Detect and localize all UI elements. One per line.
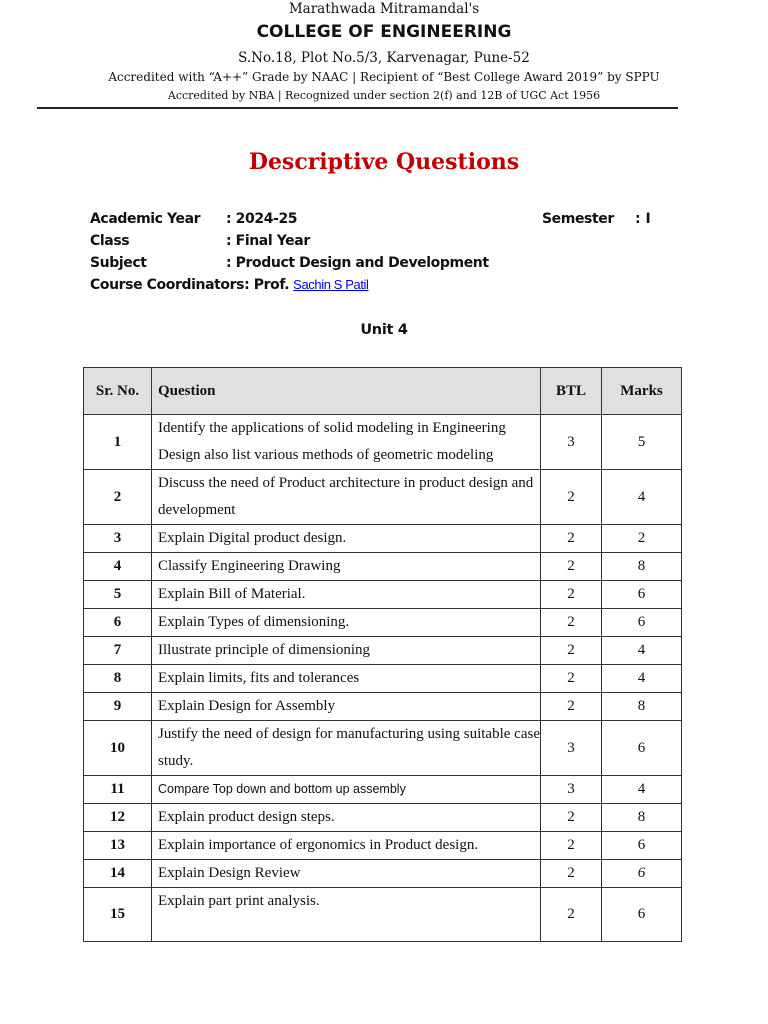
row-btl: 2 <box>541 637 602 665</box>
row-btl: 3 <box>541 415 602 470</box>
table-row <box>84 637 682 665</box>
row-sr-no: 8 <box>84 665 152 693</box>
row-btl: 2 <box>541 888 602 942</box>
row-sr-no: 15 <box>84 888 152 942</box>
row-marks: 2 <box>602 525 682 553</box>
row-marks: 5 <box>602 415 682 470</box>
subject-label: Subject <box>90 255 147 271</box>
row-question: Explain Design Review <box>152 860 541 888</box>
row-marks: 6 <box>602 888 682 942</box>
academic-year-label: Academic Year <box>90 211 201 227</box>
questions-table <box>83 367 682 942</box>
table-row <box>84 888 682 942</box>
accreditation-line-1: Accredited with “A++” Grade by NAAC | Recipient of “Best College Award 2019” by SPPU <box>108 70 660 84</box>
row-sr-no: 5 <box>84 581 152 609</box>
row-sr-no: 2 <box>84 470 152 525</box>
row-question: Illustrate principle of dimensioning <box>152 637 541 665</box>
table-row <box>84 665 682 693</box>
row-sr-no: 10 <box>84 721 152 776</box>
row-sr-no: 9 <box>84 693 152 721</box>
row-btl: 2 <box>541 693 602 721</box>
document-title: Descriptive Questions <box>248 149 520 175</box>
row-btl: 2 <box>541 832 602 860</box>
table-row <box>84 693 682 721</box>
row-question: Compare Top down and bottom up assembly <box>152 776 541 804</box>
row-marks: 6 <box>602 721 682 776</box>
row-sr-no: 1 <box>84 415 152 470</box>
row-btl: 2 <box>541 804 602 832</box>
row-question: Explain product design steps. <box>152 804 541 832</box>
row-marks: 4 <box>602 776 682 804</box>
class-label: Class <box>90 233 130 249</box>
row-question: Explain limits, fits and tolerances <box>152 665 541 693</box>
row-marks: 6 <box>602 609 682 637</box>
college-name: COLLEGE OF ENGINEERING <box>256 22 512 42</box>
row-btl: 3 <box>541 776 602 804</box>
coordinators-field <box>90 277 369 293</box>
coordinators-label: Course Coordinators: Prof. <box>90 277 290 293</box>
header-btl: BTL <box>541 368 602 415</box>
header-question: Question <box>152 368 541 415</box>
row-btl: 2 <box>541 470 602 525</box>
table-row <box>84 415 682 470</box>
table-row <box>84 832 682 860</box>
row-question: Explain Types of dimensioning. <box>152 609 541 637</box>
academic-year-value: : 2024-25 <box>226 211 298 227</box>
row-marks: 6 <box>602 860 682 888</box>
row-marks: 4 <box>602 637 682 665</box>
table-row <box>84 470 682 525</box>
row-question: Discuss the need of Product architecture in product design and development <box>152 470 541 525</box>
row-question: Explain Design for Assembly <box>152 693 541 721</box>
row-sr-no: 6 <box>84 609 152 637</box>
row-question: Explain part print analysis. <box>152 888 541 942</box>
header-divider <box>37 107 678 109</box>
table-header-row <box>84 368 682 415</box>
college-address: S.No.18, Plot No.5/3, Karvenagar, Pune-52 <box>238 50 530 66</box>
row-sr-no: 14 <box>84 860 152 888</box>
subject-value: : Product Design and Development <box>226 255 489 271</box>
row-btl: 2 <box>541 581 602 609</box>
table-row <box>84 609 682 637</box>
row-sr-no: 7 <box>84 637 152 665</box>
row-marks: 6 <box>602 832 682 860</box>
row-marks: 4 <box>602 665 682 693</box>
row-btl: 2 <box>541 860 602 888</box>
row-btl: 2 <box>541 609 602 637</box>
row-marks: 8 <box>602 804 682 832</box>
row-marks: 4 <box>602 470 682 525</box>
row-question: Justify the need of design for manufacturing using suitable case study. <box>152 721 541 776</box>
row-question: Explain importance of ergonomics in Product design. <box>152 832 541 860</box>
institution-pre-title: Marathwada Mitramandal's <box>288 1 480 17</box>
table-row <box>84 553 682 581</box>
table-row <box>84 776 682 804</box>
row-marks: 8 <box>602 693 682 721</box>
table-row <box>84 581 682 609</box>
row-question: Classify Engineering Drawing <box>152 553 541 581</box>
row-question: Explain Bill of Material. <box>152 581 541 609</box>
table-row <box>84 525 682 553</box>
row-btl: 2 <box>541 553 602 581</box>
row-sr-no: 3 <box>84 525 152 553</box>
row-btl: 2 <box>541 525 602 553</box>
accreditation-line-2: Accredited by NBA | Recognized under section 2(f) and 12B of UGC Act 1956 <box>167 89 601 102</box>
row-sr-no: 12 <box>84 804 152 832</box>
semester-label: Semester <box>542 211 614 227</box>
unit-label: Unit 4 <box>360 322 408 338</box>
row-btl: 2 <box>541 665 602 693</box>
header-sr-no: Sr. No. <box>84 368 152 415</box>
table-row <box>84 721 682 776</box>
row-marks: 8 <box>602 553 682 581</box>
header-marks: Marks <box>602 368 682 415</box>
table-row <box>84 804 682 832</box>
row-marks: 6 <box>602 581 682 609</box>
row-sr-no: 11 <box>84 776 152 804</box>
row-question: Identify the applications of solid modeling in Engineering Design also list various methods of geometric modeling <box>152 415 541 470</box>
table-row <box>84 860 682 888</box>
semester-value: : I <box>635 211 651 227</box>
row-question: Explain Digital product design. <box>152 525 541 553</box>
coordinator-name-link[interactable]: Sachin S Patil <box>293 277 369 292</box>
row-sr-no: 4 <box>84 553 152 581</box>
row-sr-no: 13 <box>84 832 152 860</box>
row-btl: 3 <box>541 721 602 776</box>
class-value: : Final Year <box>226 233 310 249</box>
